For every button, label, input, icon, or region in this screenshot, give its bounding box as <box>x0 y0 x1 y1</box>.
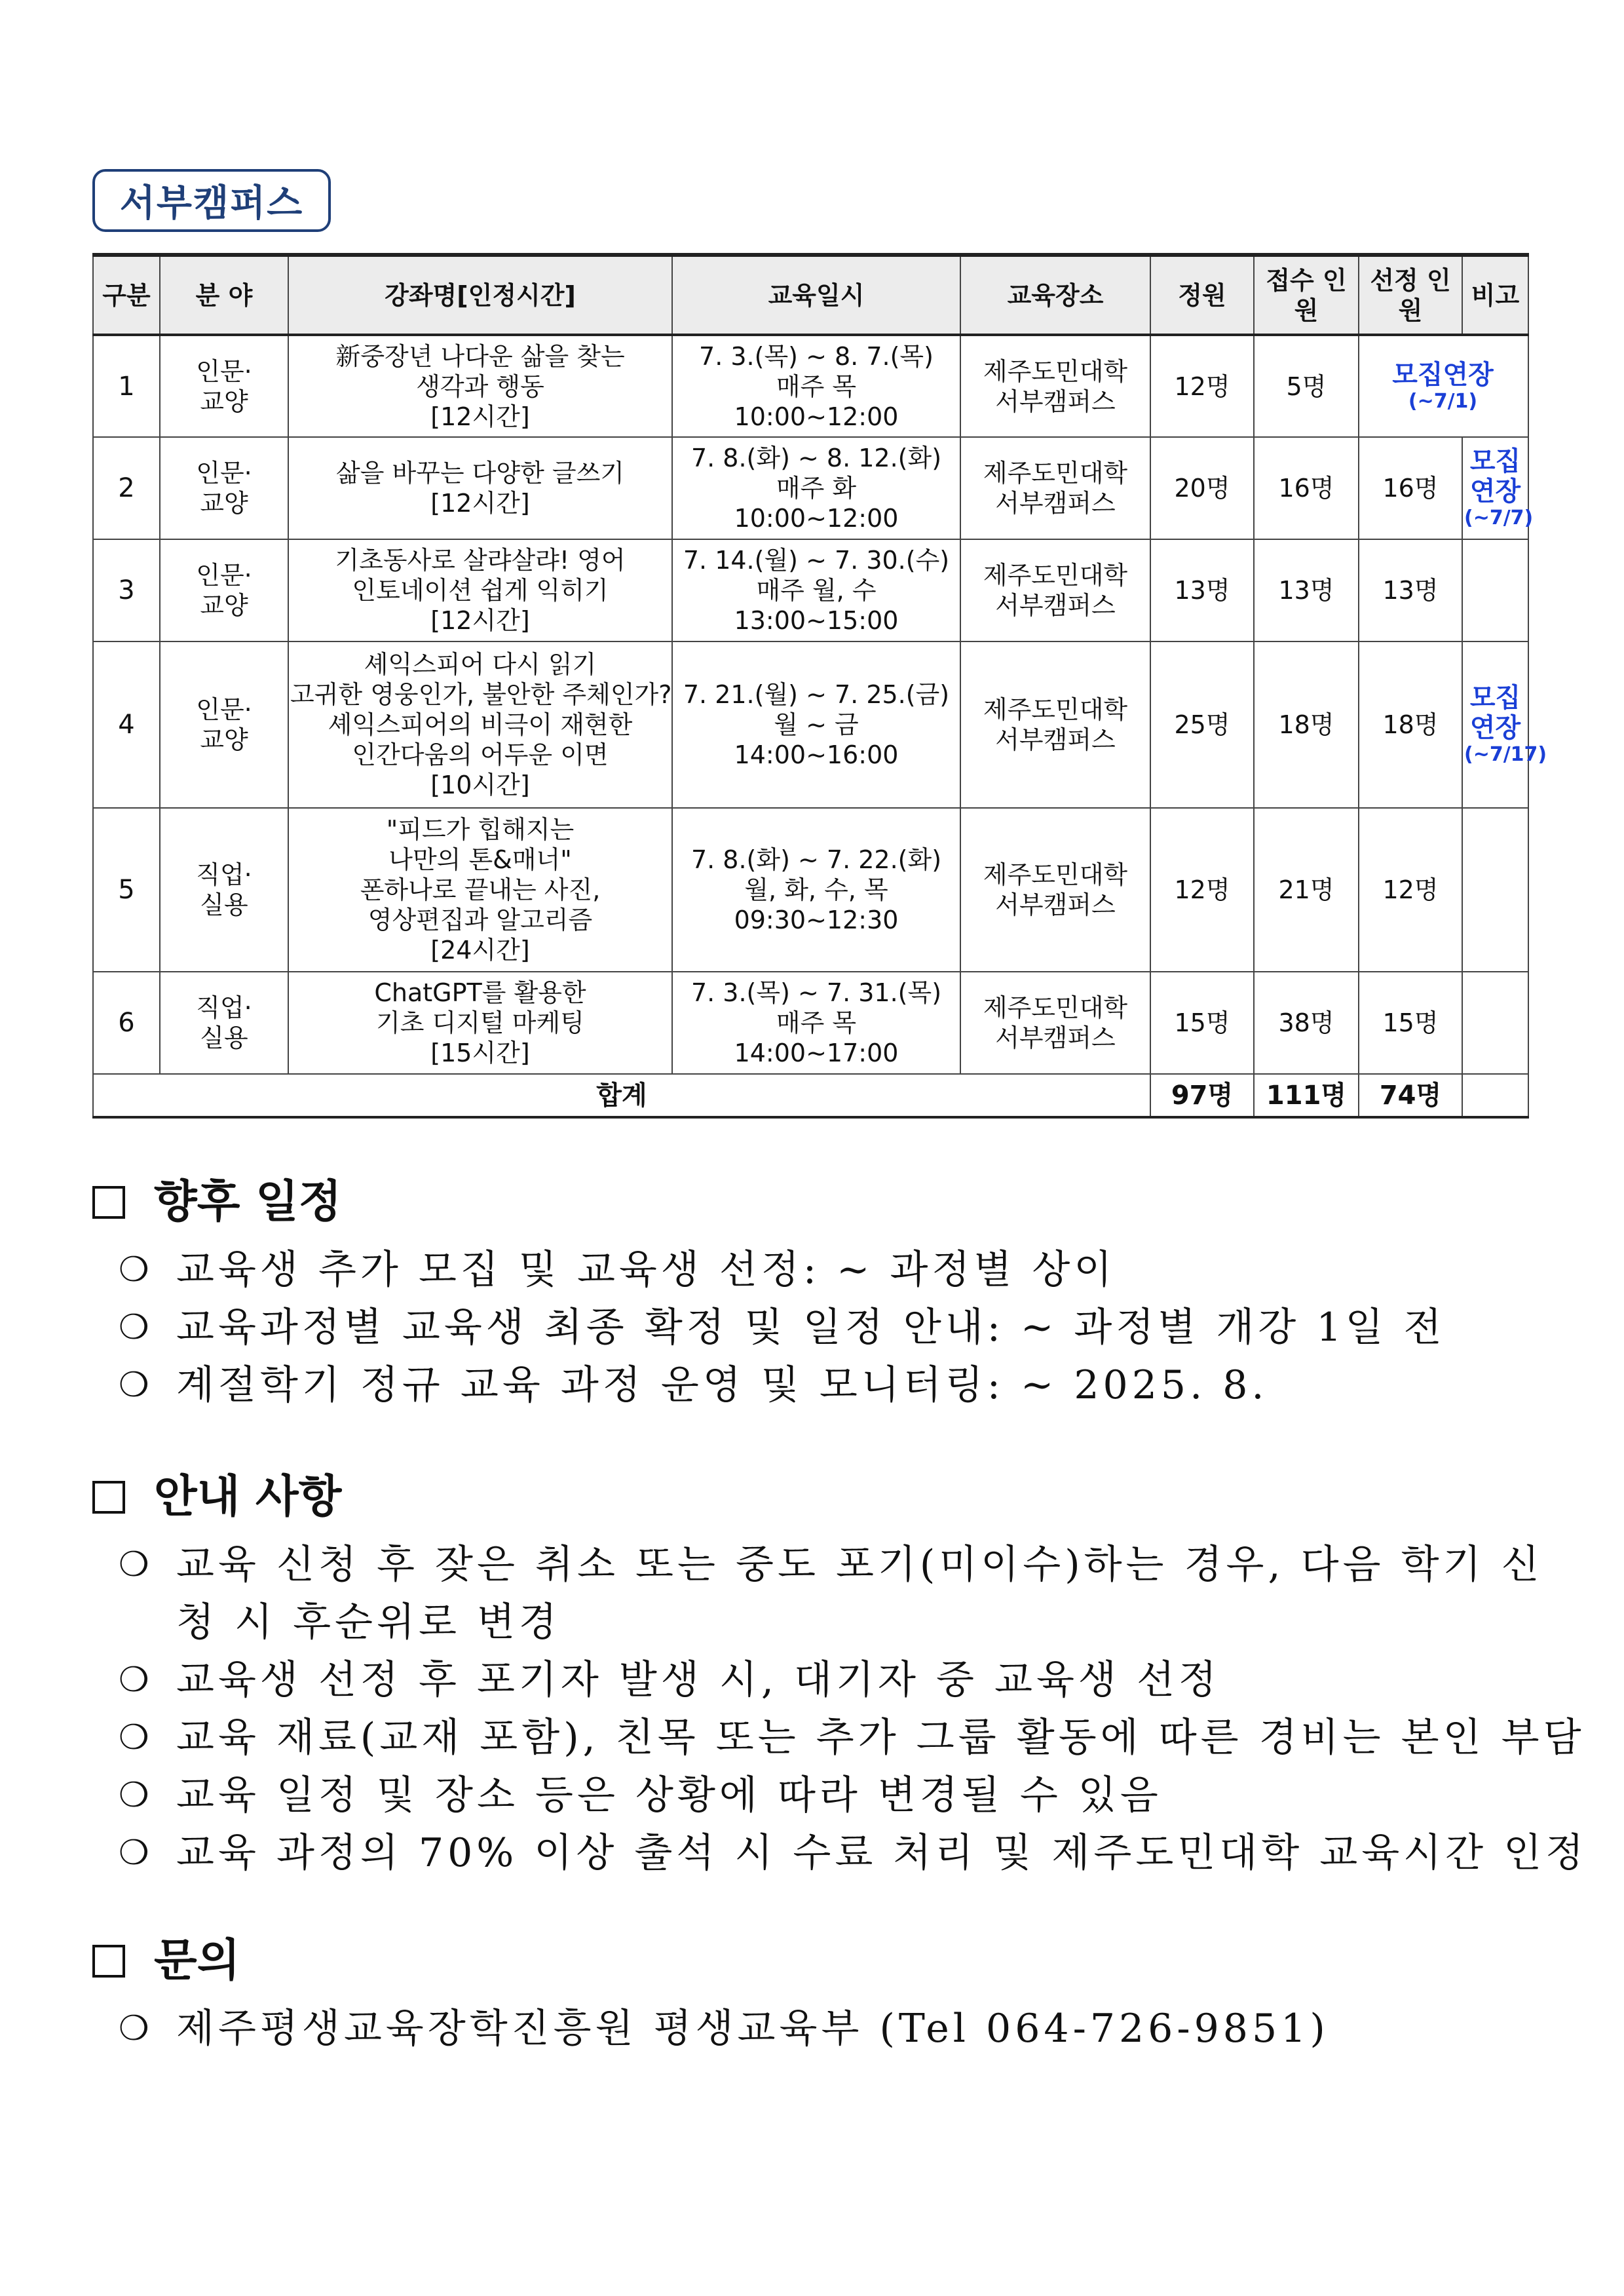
header-selected-line: 선정 <box>1370 265 1418 295</box>
table-row <box>93 539 1528 641</box>
cell-applied: 13명 <box>1254 539 1359 641</box>
cell-schedule-line: 매주 목 <box>776 372 857 401</box>
list-item <box>92 1767 1560 1824</box>
total-row <box>93 1074 1528 1117</box>
cell-schedule-line: 09:30~12:30 <box>734 906 899 934</box>
cell-place <box>960 808 1150 972</box>
bullet-list <box>92 1536 1588 1882</box>
cell-place-line: 제주도민대학 <box>983 695 1128 724</box>
cell-capacity: 13명 <box>1150 539 1254 641</box>
cell-remark <box>1462 539 1528 641</box>
cell-course-line: [12시간] <box>430 606 530 635</box>
cell-no: 3 <box>93 539 160 641</box>
section-title: 문의 <box>154 1935 240 1987</box>
checkbox-square-icon <box>92 1945 125 1978</box>
cell-remark <box>1392 335 1528 437</box>
checkbox-square-icon <box>92 1186 125 1219</box>
course-table-body <box>93 335 1547 1074</box>
cell-course-line: 삶을 바꾸는 다양한 글쓰기 <box>335 459 625 488</box>
cell-schedule-line: 7. 8.(화) ~ 7. 22.(화) <box>690 845 942 874</box>
cell-field-line: 교양 <box>200 725 248 754</box>
circle-bullet-icon: ❍ <box>119 1366 149 1405</box>
list-item-text: 교육 재료(교재 포함), 친목 또는 추가 그룹 활동에 따른 경비는 본인 부담 <box>176 1715 1585 1761</box>
section-heading <box>92 1932 1560 1991</box>
cell-course-line: 셰익스피어 다시 읽기 <box>364 650 597 679</box>
total-applied: 111명 <box>1254 1074 1359 1117</box>
notice-section <box>92 1468 1588 1882</box>
header-applied-line: 접수 <box>1266 265 1314 295</box>
cell-field-line: 인문· <box>196 695 252 724</box>
header-place: 교육장소 <box>960 255 1150 335</box>
cell-course <box>288 808 672 972</box>
cell-schedule-line: 7. 3.(목) ~ 8. 7.(목) <box>699 341 934 371</box>
cell-schedule <box>672 641 960 808</box>
bullet-list <box>92 1241 1560 1414</box>
list-item <box>92 1299 1560 1356</box>
cell-applied: 16명 <box>1254 437 1359 539</box>
remark-line: 연장 <box>1469 476 1521 507</box>
cell-place-line: 제주도민대학 <box>983 356 1128 386</box>
list-item-text: 교육 신청 후 잦은 취소 또는 중도 포기(미이수)하는 경우, 다음 학기 신청 시 후순위로 변경 <box>176 1542 1543 1645</box>
cell-place-line: 서부캠퍼스 <box>995 489 1116 518</box>
cell-schedule-line: 매주 월, 수 <box>756 576 877 605</box>
remark-line: 모집 <box>1469 446 1521 476</box>
circle-bullet-icon: ❍ <box>119 1718 149 1757</box>
section-heading <box>92 1173 1560 1232</box>
cell-no: 2 <box>93 437 160 539</box>
cell-remark <box>1462 437 1534 539</box>
circle-bullet-icon: ❍ <box>119 1833 149 1873</box>
cell-field <box>160 437 288 539</box>
cell-applied: 21명 <box>1254 808 1359 972</box>
circle-bullet-icon: ❍ <box>119 1660 149 1700</box>
cell-schedule-line: 10:00~12:00 <box>734 504 899 533</box>
cell-selected: 18명 <box>1359 641 1462 808</box>
table-header-row <box>93 255 1528 335</box>
cell-capacity: 12명 <box>1150 808 1254 972</box>
section-heading <box>92 1468 1560 1527</box>
cell-place-line: 서부캠퍼스 <box>995 1024 1116 1052</box>
notice-section <box>92 1173 1560 1414</box>
cell-schedule-line: 13:00~15:00 <box>734 606 899 635</box>
cell-place <box>960 539 1150 641</box>
remark-line: 모집연장 <box>1392 359 1494 390</box>
cell-remark <box>1462 808 1528 972</box>
header-no: 구분 <box>93 255 160 335</box>
cell-place-line: 서부캠퍼스 <box>995 890 1116 919</box>
cell-schedule <box>672 972 960 1074</box>
cell-course-line: 기초동사로 살랴살랴! 영어 <box>335 546 626 575</box>
cell-schedule <box>672 437 960 539</box>
cell-field-line: 교양 <box>200 591 248 620</box>
list-item <box>92 1356 1560 1414</box>
cell-course-line: 고귀한 영웅인가, 불안한 주체인가? <box>290 680 672 709</box>
cell-place-line: 서부캠퍼스 <box>995 725 1116 754</box>
cell-schedule-line: 매주 화 <box>776 474 857 503</box>
cell-field <box>160 972 288 1074</box>
remark-line: 연장 <box>1469 713 1521 743</box>
header-applied <box>1254 255 1359 335</box>
header-schedule: 교육일시 <box>672 255 960 335</box>
header-field: 분 야 <box>160 255 288 335</box>
circle-bullet-icon: ❍ <box>119 1308 149 1347</box>
cell-field <box>160 539 288 641</box>
cell-field-line: 인문· <box>196 356 252 386</box>
campus-title: 서부캠퍼스 <box>92 169 331 232</box>
cell-course-line: [10시간] <box>430 771 530 799</box>
cell-place-line: 서부캠퍼스 <box>995 387 1116 416</box>
cell-schedule-line: 월 ~ 금 <box>774 710 859 739</box>
table-row <box>93 335 1528 437</box>
list-item <box>92 1536 1560 1651</box>
cell-course <box>288 335 672 437</box>
cell-course-line: 기초 디지털 마케팅 <box>376 1008 584 1037</box>
header-capacity: 정원 <box>1150 255 1254 335</box>
cell-place-line: 제주도민대학 <box>983 459 1128 488</box>
cell-field-line: 인문· <box>196 561 252 590</box>
remark-line: (~7/7) <box>1464 507 1534 529</box>
cell-place <box>960 437 1150 539</box>
cell-no: 1 <box>93 335 160 437</box>
cell-schedule-line: 7. 21.(월) ~ 7. 25.(금) <box>683 680 950 709</box>
cell-course-line: 생각과 행동 <box>416 372 544 401</box>
list-item <box>92 1651 1560 1709</box>
list-item <box>92 1241 1560 1299</box>
cell-field <box>160 335 288 437</box>
cell-course-line: 폰하나로 끝내는 사진, <box>360 875 601 904</box>
cell-no: 4 <box>93 641 160 808</box>
table-row <box>93 972 1528 1074</box>
circle-bullet-icon: ❍ <box>119 1250 149 1290</box>
cell-applied: 18명 <box>1254 641 1359 808</box>
list-item-text: 제주평생교육장학진흥원 평생교육부 (Tel 064-726-9851) <box>176 2006 1329 2052</box>
cell-field-line: 직업· <box>196 993 252 1022</box>
cell-course <box>288 972 672 1074</box>
bullet-list <box>92 2000 1560 2057</box>
cell-field <box>160 808 288 972</box>
cell-no: 6 <box>93 972 160 1074</box>
cell-course <box>288 539 672 641</box>
header-applied-line: 인원 <box>1294 265 1347 325</box>
cell-applied: 38명 <box>1254 972 1359 1074</box>
list-item-text: 계절학기 정규 교육 과정 운영 및 모니터링: ~ 2025. 8. <box>176 1362 1268 1408</box>
cell-capacity: 20명 <box>1150 437 1254 539</box>
cell-field <box>160 641 288 808</box>
total-label: 합계 <box>93 1074 1150 1117</box>
cell-no: 5 <box>93 808 160 972</box>
cell-place <box>960 335 1150 437</box>
list-item <box>92 2000 1560 2057</box>
cell-schedule-line: 매주 목 <box>776 1008 857 1037</box>
cell-course-line: [24시간] <box>430 936 530 965</box>
cell-schedule-line: 14:00~16:00 <box>734 740 899 769</box>
cell-remark <box>1462 641 1547 808</box>
total-remark <box>1462 1074 1528 1117</box>
cell-place <box>960 972 1150 1074</box>
cell-schedule <box>672 539 960 641</box>
list-item <box>92 1709 1585 1767</box>
cell-course-line: ChatGPT를 활용한 <box>374 978 586 1007</box>
cell-place-line: 서부캠퍼스 <box>995 591 1116 620</box>
cell-place-line: 제주도민대학 <box>983 561 1128 590</box>
cell-course-line: 新중장년 나다운 삶을 찾는 <box>335 341 625 371</box>
table-row <box>93 808 1528 972</box>
cell-schedule-line: 7. 14.(월) ~ 7. 30.(수) <box>683 546 950 575</box>
header-remark: 비고 <box>1462 255 1528 335</box>
cell-selected: 15명 <box>1359 972 1462 1074</box>
cell-course-line: 인간다움의 어두운 이면 <box>352 740 609 769</box>
cell-remark <box>1462 972 1528 1074</box>
circle-bullet-icon: ❍ <box>119 1545 149 1584</box>
cell-field-line: 실용 <box>200 890 248 919</box>
cell-place-line: 제주도민대학 <box>983 993 1128 1022</box>
remark-line: (~7/1) <box>1408 389 1478 413</box>
cell-course-line: [12시간] <box>430 489 530 518</box>
list-item <box>92 1824 1588 1882</box>
section-title: 안내 사항 <box>154 1471 342 1523</box>
total-capacity: 97명 <box>1150 1074 1254 1117</box>
cell-course-line: 나만의 톤&매너" <box>388 845 572 874</box>
list-item-text: 교육생 선정 후 포기자 발생 시, 대기자 중 교육생 선정 <box>176 1657 1220 1703</box>
notice-section <box>92 1932 1560 2057</box>
cell-selected: 12명 <box>1359 808 1462 972</box>
header-selected-line: 인원 <box>1398 265 1451 325</box>
cell-course-line: 셰익스피어의 비극이 재현한 <box>328 710 633 739</box>
list-item-text: 교육 일정 및 장소 등은 상황에 따라 변경될 수 있음 <box>176 1772 1162 1818</box>
cell-course-line: 인토네이션 쉽게 익히기 <box>352 576 609 605</box>
checkbox-square-icon <box>92 1481 125 1514</box>
remark-line: 모집 <box>1469 683 1521 713</box>
cell-field-line: 실용 <box>200 1024 248 1052</box>
cell-course-line: [12시간] <box>430 402 530 431</box>
cell-selected: 13명 <box>1359 539 1462 641</box>
cell-schedule <box>672 808 960 972</box>
cell-course <box>288 437 672 539</box>
cell-selected: 16명 <box>1359 437 1462 539</box>
cell-schedule <box>672 335 960 437</box>
header-selected <box>1359 255 1462 335</box>
cell-field-line: 인문· <box>196 459 252 488</box>
table-row <box>93 437 1528 539</box>
circle-bullet-icon: ❍ <box>119 2009 149 2048</box>
cell-course-line: [15시간] <box>430 1039 530 1067</box>
cell-schedule-line: 월, 화, 수, 목 <box>744 875 888 904</box>
cell-applied: 5명 <box>1254 335 1359 437</box>
list-item-text: 교육생 추가 모집 및 교육생 선정: ~ 과정별 상이 <box>176 1247 1116 1293</box>
cell-place-line: 제주도민대학 <box>983 860 1128 889</box>
cell-place <box>960 641 1150 808</box>
cell-schedule-line: 10:00~12:00 <box>734 402 899 431</box>
cell-field-line: 교양 <box>200 387 248 416</box>
remark-line: (~7/17) <box>1464 743 1547 766</box>
cell-schedule-line: 14:00~17:00 <box>734 1039 899 1067</box>
cell-schedule-line: 7. 3.(목) ~ 7. 31.(목) <box>690 978 942 1007</box>
cell-field-line: 교양 <box>200 489 248 518</box>
cell-schedule-line: 7. 8.(화) ~ 8. 12.(화) <box>690 444 942 472</box>
course-table <box>92 253 1547 1119</box>
cell-capacity: 15명 <box>1150 972 1254 1074</box>
cell-capacity: 25명 <box>1150 641 1254 808</box>
section-title: 향후 일정 <box>154 1176 342 1228</box>
total-selected: 74명 <box>1359 1074 1462 1117</box>
table-row <box>93 641 1528 808</box>
list-item-text: 교육 과정의 70% 이상 출석 시 수료 처리 및 제주도민대학 교육시간 인정 <box>176 1830 1588 1876</box>
cell-field-line: 직업· <box>196 860 252 889</box>
cell-course <box>288 641 672 808</box>
circle-bullet-icon: ❍ <box>119 1776 149 1815</box>
list-item-text: 교육과정별 교육생 최종 확정 및 일정 안내: ~ 과정별 개강 1일 전 <box>176 1305 1446 1350</box>
cell-capacity: 12명 <box>1150 335 1254 437</box>
remark-text <box>1358 360 1528 413</box>
header-course: 강좌명[인정시간] <box>288 255 672 335</box>
cell-course-line: 영상편집과 알고리즘 <box>368 906 593 934</box>
cell-course-line: "피드가 힙해지는 <box>386 815 575 844</box>
